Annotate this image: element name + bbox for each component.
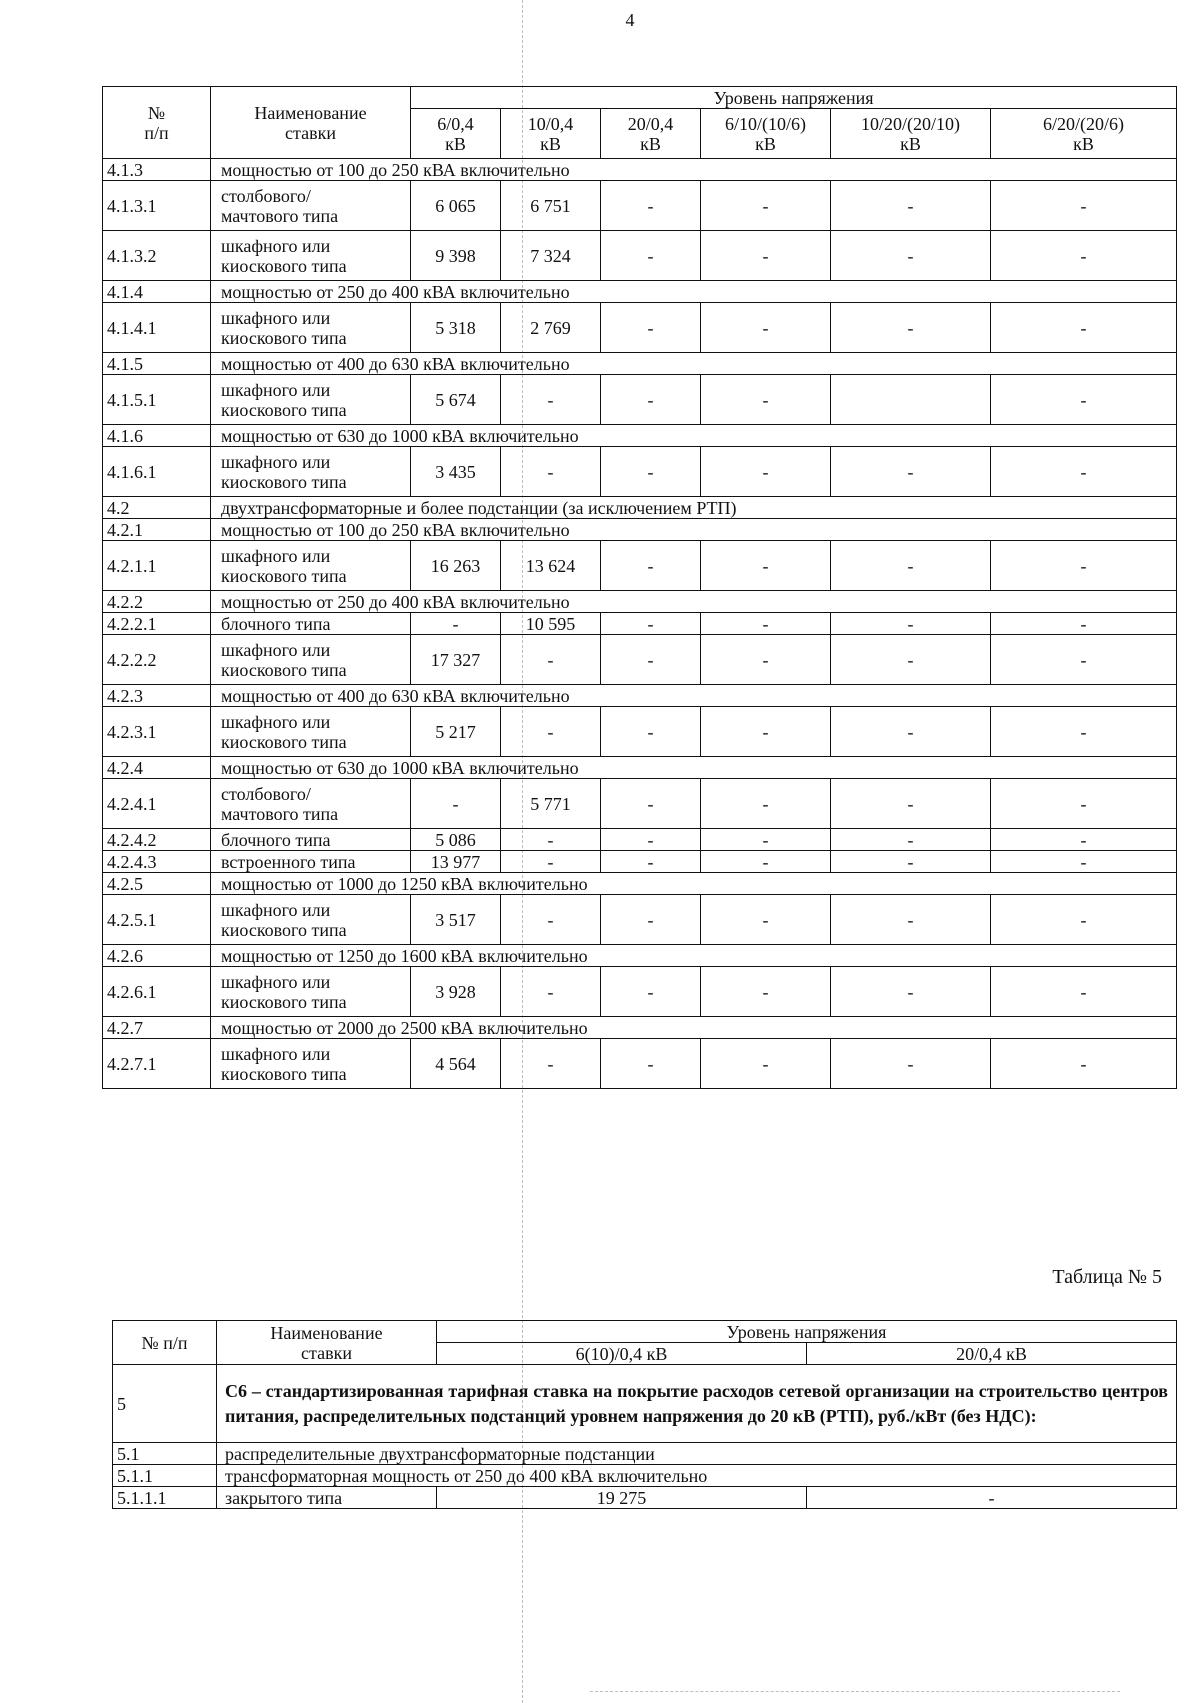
table-row (103, 425, 1177, 447)
header-voltage-level: Уровень напряжения (411, 87, 1177, 109)
rate-value: - (701, 375, 831, 425)
rate-value: - (501, 707, 601, 757)
header-col-20-04: 20/0,4 кВ (601, 109, 701, 159)
row-num: 4.2.4.2 (103, 829, 211, 851)
group-title: мощностью от 400 до 630 кВА включительно (211, 353, 1177, 375)
rate-value: 7 324 (501, 231, 601, 281)
rate-name: шкафного или киоскового типа (211, 303, 411, 353)
table-row (103, 613, 1177, 635)
rate-value: - (831, 851, 991, 873)
rate-value: - (601, 635, 701, 685)
rate-value: - (601, 707, 701, 757)
rates-table-5-body (113, 1365, 1177, 1509)
rate-value: - (601, 613, 701, 635)
header-col-6-04: 6/0,4 кВ (411, 109, 501, 159)
rate-name: шкафного или киоскового типа (211, 231, 411, 281)
rate-value: - (701, 231, 831, 281)
header-col-6-10-04: 6(10)/0,4 кВ (437, 1343, 807, 1365)
row-num: 4.1.3.2 (103, 231, 211, 281)
rate-value: - (991, 181, 1177, 231)
rate-value: - (831, 231, 991, 281)
rate-value: - (701, 303, 831, 353)
rate-name: шкафного или киоскового типа (211, 635, 411, 685)
row-num: 4.2.2.2 (103, 635, 211, 685)
table-row (103, 873, 1177, 895)
rate-value: - (501, 447, 601, 497)
table-row (103, 519, 1177, 541)
rate-value: 2 769 (501, 303, 601, 353)
group-title: мощностью от 250 до 400 кВА включительно (211, 281, 1177, 303)
table-row (103, 375, 1177, 425)
rate-value: 16 263 (411, 541, 501, 591)
row-num: 4.2.7.1 (103, 1039, 211, 1089)
header-col-10-20: 10/20/(20/10) кВ (831, 109, 991, 159)
row-num: 4.1.5.1 (103, 375, 211, 425)
row-num: 5.1.1.1 (113, 1487, 217, 1509)
rate-value: 17 327 (411, 635, 501, 685)
rate-value: 5 217 (411, 707, 501, 757)
header-col-20-04: 20/0,4 кВ (807, 1343, 1177, 1365)
section-num: 5 (113, 1365, 217, 1443)
rate-value: - (831, 707, 991, 757)
rate-value: - (601, 967, 701, 1017)
header-col-10-04: 10/0,4 кВ (501, 109, 601, 159)
rate-value: - (701, 447, 831, 497)
rate-name: шкафного или киоскового типа (211, 895, 411, 945)
rate-value: - (991, 1039, 1177, 1089)
rate-value: - (991, 829, 1177, 851)
rate-value: 9 398 (411, 231, 501, 281)
rate-value: - (831, 181, 991, 231)
rate-value: - (831, 447, 991, 497)
rate-value: - (601, 181, 701, 231)
table-row (103, 967, 1177, 1017)
row-num: 4.2.4 (103, 757, 211, 779)
header-voltage-level: Уровень напряжения (437, 1321, 1177, 1343)
rate-value: - (991, 895, 1177, 945)
table-row (103, 1039, 1177, 1089)
row-num: 4.1.6 (103, 425, 211, 447)
rate-value: - (831, 829, 991, 851)
rate-value: - (991, 967, 1177, 1017)
rate-value: - (601, 375, 701, 425)
rate-name: шкафного или киоскового типа (211, 541, 411, 591)
row-num: 5.1.1 (113, 1465, 217, 1487)
group-title: мощностью от 250 до 400 кВА включительно (211, 591, 1177, 613)
row-num: 4.1.5 (103, 353, 211, 375)
header-name: Наименование ставки (217, 1321, 437, 1365)
table-row (103, 779, 1177, 829)
rate-value: - (831, 613, 991, 635)
rate-name: блочного типа (211, 829, 411, 851)
rate-value: - (991, 613, 1177, 635)
rate-value: 3 435 (411, 447, 501, 497)
rate-value: - (601, 231, 701, 281)
table-row (103, 685, 1177, 707)
rate-value: - (411, 779, 501, 829)
rate-value: - (411, 613, 501, 635)
table-row (103, 635, 1177, 685)
table-row (103, 591, 1177, 613)
rate-value: - (701, 851, 831, 873)
rate-value: 3 928 (411, 967, 501, 1017)
table-caption: Таблица № 5 (1052, 1266, 1162, 1288)
rate-value: - (601, 447, 701, 497)
header-col-6-20: 6/20/(20/6) кВ (991, 109, 1177, 159)
rate-value: 5 771 (501, 779, 601, 829)
header-name: Наименование ставки (211, 87, 411, 159)
row-num: 4.2.5.1 (103, 895, 211, 945)
row-num: 4.1.4 (103, 281, 211, 303)
rate-value: - (501, 375, 601, 425)
row-num: 4.2.1.1 (103, 541, 211, 591)
table-row (103, 945, 1177, 967)
table-row (103, 447, 1177, 497)
rate-value: - (501, 895, 601, 945)
row-num: 4.2.4.3 (103, 851, 211, 873)
rate-value: - (601, 895, 701, 945)
table-row (103, 895, 1177, 945)
group-title: двухтрансформаторные и более подстанции (за исключением РТП) (211, 497, 1177, 519)
table-row (103, 757, 1177, 779)
table-row (103, 181, 1177, 231)
rate-value: - (701, 635, 831, 685)
rate-value: 6 751 (501, 181, 601, 231)
rate-value: - (831, 1039, 991, 1089)
rate-name: шкафного или киоскового типа (211, 447, 411, 497)
scan-edge-line (590, 1691, 1120, 1692)
rate-value: 5 318 (411, 303, 501, 353)
row-num: 5.1 (113, 1443, 217, 1465)
group-title: мощностью от 100 до 250 кВА включительно (211, 519, 1177, 541)
rate-value: - (501, 1039, 601, 1089)
rate-value: - (701, 707, 831, 757)
rate-name: блочного типа (211, 613, 411, 635)
row-num: 4.2.3 (103, 685, 211, 707)
rate-value: - (601, 303, 701, 353)
table-row (103, 541, 1177, 591)
table-row (103, 159, 1177, 181)
row-num: 4.1.3 (103, 159, 211, 181)
table-row (103, 707, 1177, 757)
rate-value: - (601, 779, 701, 829)
group-title: мощностью от 1250 до 1600 кВА включительно (211, 945, 1177, 967)
rate-value: - (601, 1039, 701, 1089)
group-title: мощностью от 2000 до 2500 кВА включительно (211, 1017, 1177, 1039)
row-num: 4.2.3.1 (103, 707, 211, 757)
rate-value: - (991, 779, 1177, 829)
table-row (113, 1465, 1177, 1487)
rate-value: 4 564 (411, 1039, 501, 1089)
rate-name: закрытого типа (217, 1487, 437, 1509)
row-num: 4.2.4.1 (103, 779, 211, 829)
rates-table-4 (102, 86, 1177, 1089)
group-title: трансформаторная мощность от 250 до 400 кВА включительно (217, 1465, 1177, 1487)
header-col-6-10: 6/10/(10/6) кВ (701, 109, 831, 159)
rate-value: 3 517 (411, 895, 501, 945)
rate-value: - (991, 851, 1177, 873)
rate-value: 6 065 (411, 181, 501, 231)
rate-value: - (501, 829, 601, 851)
rate-value: - (701, 829, 831, 851)
rate-name: шкафного или киоскового типа (211, 1039, 411, 1089)
rate-name: шкафного или киоскового типа (211, 707, 411, 757)
table-row (113, 1487, 1177, 1509)
rate-value: 19 275 (437, 1487, 807, 1509)
rate-value: - (701, 779, 831, 829)
group-title: распределительные двухтрансформаторные подстанции (217, 1443, 1177, 1465)
row-num: 4.2 (103, 497, 211, 519)
rate-value: - (831, 895, 991, 945)
rate-value: - (831, 779, 991, 829)
rate-value: - (831, 541, 991, 591)
rate-value: - (991, 375, 1177, 425)
rate-value: - (991, 541, 1177, 591)
rate-value: - (701, 181, 831, 231)
rate-value: - (701, 967, 831, 1017)
rate-value: - (991, 635, 1177, 685)
rate-value (831, 375, 991, 425)
header-num: № п/п (103, 87, 211, 159)
group-title: мощностью от 100 до 250 кВА включительно (211, 159, 1177, 181)
rate-name: шкафного или киоскового типа (211, 375, 411, 425)
row-num: 4.1.4.1 (103, 303, 211, 353)
group-title: мощностью от 1000 до 1250 кВА включительно (211, 873, 1177, 895)
rate-value: - (831, 967, 991, 1017)
rates-table-4-body (103, 159, 1177, 1089)
table-row (103, 353, 1177, 375)
header-num: № п/п (113, 1321, 217, 1365)
rate-value: - (831, 635, 991, 685)
rate-value: - (991, 447, 1177, 497)
rate-value: - (831, 303, 991, 353)
rate-value: - (807, 1487, 1177, 1509)
table-row (103, 1017, 1177, 1039)
rate-value: - (501, 851, 601, 873)
rate-value: - (501, 635, 601, 685)
row-num: 4.2.5 (103, 873, 211, 895)
rate-value: - (991, 231, 1177, 281)
rate-name: встроенного типа (211, 851, 411, 873)
rates-table-5 (112, 1320, 1177, 1509)
table-row (103, 303, 1177, 353)
rate-value: - (991, 707, 1177, 757)
table-row (103, 281, 1177, 303)
rate-name: столбового/ мачтового типа (211, 181, 411, 231)
rate-name: столбового/ мачтового типа (211, 779, 411, 829)
rate-value: 10 595 (501, 613, 601, 635)
rate-value: 13 624 (501, 541, 601, 591)
rate-value: 13 977 (411, 851, 501, 873)
table-row (103, 497, 1177, 519)
rate-value: - (501, 967, 601, 1017)
rate-value: - (701, 541, 831, 591)
rate-value: 5 674 (411, 375, 501, 425)
rate-value: 5 086 (411, 829, 501, 851)
row-num: 4.2.2.1 (103, 613, 211, 635)
group-title: мощностью от 630 до 1000 кВА включительно (211, 757, 1177, 779)
rate-value: - (701, 613, 831, 635)
row-num: 4.2.1 (103, 519, 211, 541)
rate-value: - (601, 829, 701, 851)
rate-value: - (991, 303, 1177, 353)
rate-name: шкафного или киоскового типа (211, 967, 411, 1017)
group-title: мощностью от 400 до 630 кВА включительно (211, 685, 1177, 707)
section-title: С6 – стандартизированная тарифная ставка на покрытие расходов сетевой организации на строительство центров питания, распределительных подстанций уровнем напряжения до 20 кВ (РТП), руб./кВт (без НДС): (217, 1365, 1177, 1443)
group-title: мощностью от 630 до 1000 кВА включительно (211, 425, 1177, 447)
row-num: 4.2.6 (103, 945, 211, 967)
rate-value: - (601, 851, 701, 873)
table-row (103, 231, 1177, 281)
row-num: 4.1.3.1 (103, 181, 211, 231)
row-num: 4.2.7 (103, 1017, 211, 1039)
page-number: 4 (625, 10, 635, 30)
row-num: 4.2.2 (103, 591, 211, 613)
table-row (103, 829, 1177, 851)
row-num: 4.1.6.1 (103, 447, 211, 497)
rate-value: - (701, 895, 831, 945)
row-num: 4.2.6.1 (103, 967, 211, 1017)
rate-value: - (701, 1039, 831, 1089)
table-row (113, 1443, 1177, 1465)
rate-value: - (601, 541, 701, 591)
table-row (103, 851, 1177, 873)
